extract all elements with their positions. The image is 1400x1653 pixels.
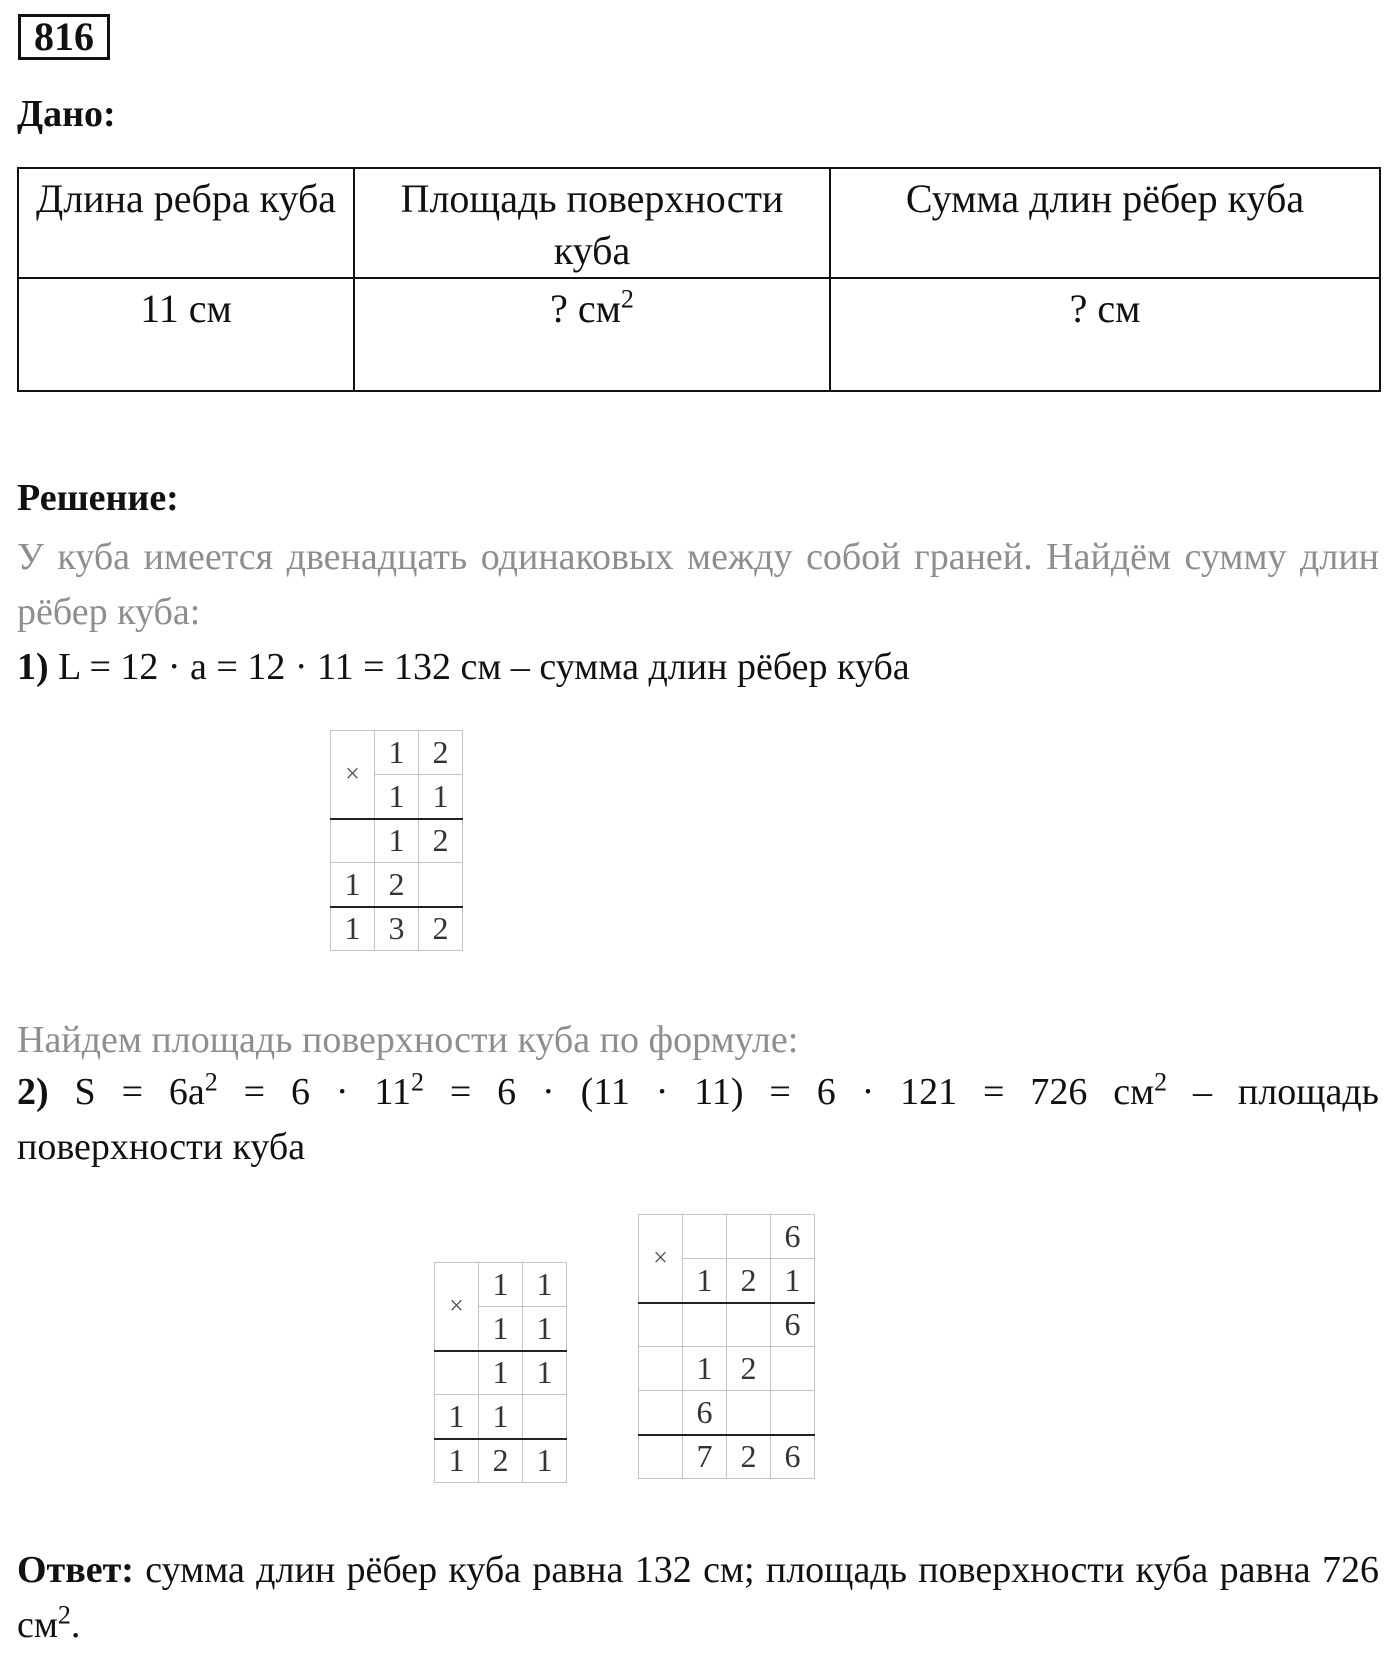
step-1-text: L = 12 · a = 12 · 11 = 132 см – сумма длин рёбер куба	[58, 646, 910, 688]
answer: Ответ: сумма длин рёбер куба равна 132 см; площадь поверхности куба равна 726 $см^2$.	[17, 1549, 1379, 1646]
grid-cell: 1	[523, 1307, 567, 1351]
grid-cell: 7	[683, 1435, 727, 1479]
multiplication-grid-11x11	[434, 1262, 567, 1483]
grid-cell	[771, 1391, 815, 1435]
grid-cell: 1	[479, 1263, 523, 1307]
grid-cell	[523, 1395, 567, 1439]
value-edge-sum: ? см	[830, 278, 1380, 391]
grid-cell: 1	[683, 1347, 727, 1391]
step-1	[17, 640, 1379, 695]
grid-cell: 1	[479, 1351, 523, 1395]
header-edge-length: Длина ребра куба	[18, 168, 354, 278]
multiply-operator: ×	[331, 731, 375, 819]
grid-cell	[771, 1347, 815, 1391]
grid-cell: 6	[771, 1435, 815, 1479]
header-surface-area: Площадь поверхности куба	[354, 168, 830, 278]
grid-cell	[727, 1215, 771, 1259]
grid-cell: 2	[375, 863, 419, 907]
multiplication-grid-121x6	[638, 1214, 815, 1479]
multiply-operator: ×	[435, 1263, 479, 1351]
grid-cell: 1	[771, 1259, 815, 1303]
grid-cell: 1	[435, 1439, 479, 1483]
step-2-line-1: 2) $S = 6a^2 = 6 \cdot 11^2 = 6 \cdot (11 \cdot 11) = 6 \cdot 121 = 726$ $см^2$ – площадь	[17, 1067, 1380, 1113]
multiply-operator: ×	[639, 1215, 683, 1303]
grid-cell: 2	[419, 819, 463, 863]
grid-cell	[639, 1391, 683, 1435]
grid-cell	[435, 1351, 479, 1395]
step-1-number: 1)	[17, 646, 49, 688]
grid-cell: 1	[479, 1395, 523, 1439]
grid-cell: 1	[331, 863, 375, 907]
solution-heading: Решение:	[17, 477, 179, 519]
grid-cell: 3	[375, 907, 419, 951]
header-edge-sum: Сумма длин рёбер куба	[830, 168, 1380, 278]
grid-cell	[683, 1303, 727, 1347]
grid-cell: 1	[683, 1259, 727, 1303]
grid-cell: 1	[375, 819, 419, 863]
solution-intro-2: Найдем площадь поверхности куба по формуле:	[17, 1019, 799, 1061]
grid-cell	[639, 1347, 683, 1391]
grid-cell: 2	[727, 1435, 771, 1479]
grid-cell: 1	[331, 907, 375, 951]
grid-cell: 6	[771, 1303, 815, 1347]
grid-cell: 2	[419, 907, 463, 951]
value-edge-length: 11 см	[18, 278, 354, 391]
grid-cell: 2	[479, 1439, 523, 1483]
grid-cell: 1	[375, 731, 419, 775]
grid-cell: 1	[419, 775, 463, 819]
grid-cell: 2	[727, 1259, 771, 1303]
grid-cell: 1	[375, 775, 419, 819]
grid-cell	[331, 819, 375, 863]
answer-label: Ответ:	[17, 1549, 134, 1591]
step-2-number: 2)	[17, 1071, 49, 1113]
grid-cell	[419, 863, 463, 907]
grid-cell	[639, 1303, 683, 1347]
grid-cell: 1	[523, 1263, 567, 1307]
grid-cell: 1	[523, 1351, 567, 1395]
grid-cell: 2	[419, 731, 463, 775]
grid-cell: 6	[771, 1215, 815, 1259]
problem-number: 816	[18, 14, 110, 60]
grid-cell: 2	[727, 1347, 771, 1391]
grid-cell: 1	[479, 1307, 523, 1351]
value-surface-area: ? $см^2$	[354, 278, 830, 391]
grid-cell	[683, 1215, 727, 1259]
solution-intro: У куба имеется двенадцать одинаковых между собой граней. Найдём сумму длин рёбер куба:	[17, 536, 1379, 633]
grid-cell: 6	[683, 1391, 727, 1435]
grid-cell	[727, 1391, 771, 1435]
grid-cell	[727, 1303, 771, 1347]
answer-text: сумма длин рёбер куба равна 132 см; площадь поверхности куба равна 726 см	[17, 1549, 1379, 1646]
given-table	[17, 167, 1381, 392]
step-2-line-2: поверхности куба	[17, 1126, 306, 1168]
given-heading: Дано:	[17, 93, 116, 135]
grid-cell	[639, 1435, 683, 1479]
multiplication-grid-12x11	[330, 730, 463, 951]
grid-cell: 1	[523, 1439, 567, 1483]
grid-cell: 1	[435, 1395, 479, 1439]
